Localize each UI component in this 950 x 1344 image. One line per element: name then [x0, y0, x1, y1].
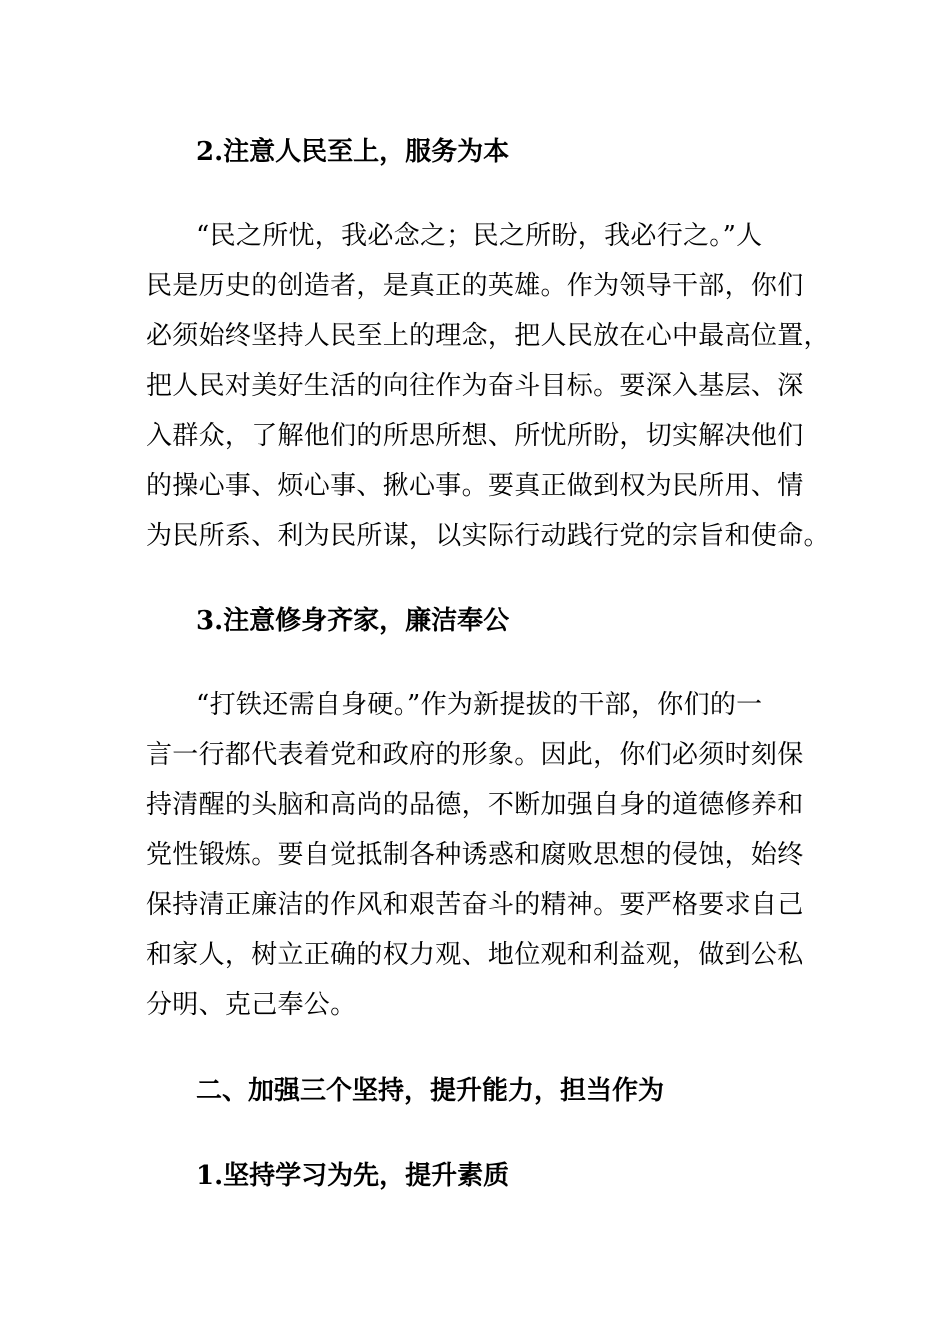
section-heading: 3.注意修身齐家，廉洁奉公	[196, 606, 510, 636]
paragraph-line: 党性锻炼。要自觉抵制各种诱惑和腐败思想的侵蚀，始终	[146, 840, 804, 870]
paragraph-line: “打铁还需自身硬。”作为新提拔的干部，你们的一	[196, 690, 763, 720]
paragraph-line: 入群众，了解他们的所思所想、所忧所盼，切实解决他们	[146, 421, 804, 451]
paragraph-line: 民是历史的创造者，是真正的英雄。作为领导干部，你们	[146, 271, 804, 301]
paragraph-line: 为民所系、利为民所谋，以实际行动践行党的宗旨和使命。	[146, 521, 830, 551]
paragraph-line: 保持清正廉洁的作风和艰苦奋斗的精神。要严格要求自己	[146, 890, 804, 920]
paragraph-line: 把人民对美好生活的向往作为奋斗目标。要深入基层、深	[146, 371, 804, 401]
paragraph-line: 言一行都代表着党和政府的形象。因此，你们必须时刻保	[146, 740, 804, 770]
paragraph-line: 的操心事、烦心事、揪心事。要真正做到权为民所用、情	[146, 471, 804, 501]
paragraph-line: “民之所忧，我必念之；民之所盼，我必行之。”人	[196, 221, 763, 251]
part-heading: 二、加强三个坚持，提升能力，担当作为	[196, 1076, 665, 1106]
paragraph-line: 必须始终坚持人民至上的理念，把人民放在心中最高位置，	[146, 321, 830, 351]
subsection-heading: 1.坚持学习为先，提升素质	[196, 1161, 510, 1191]
section-heading: 2.注意人民至上，服务为本	[196, 137, 510, 167]
paragraph-line: 和家人，树立正确的权力观、地位观和利益观，做到公私	[146, 940, 804, 970]
paragraph-line: 持清醒的头脑和高尚的品德，不断加强自身的道德修养和	[146, 790, 804, 820]
paragraph-line: 分明、克己奉公。	[146, 990, 357, 1020]
